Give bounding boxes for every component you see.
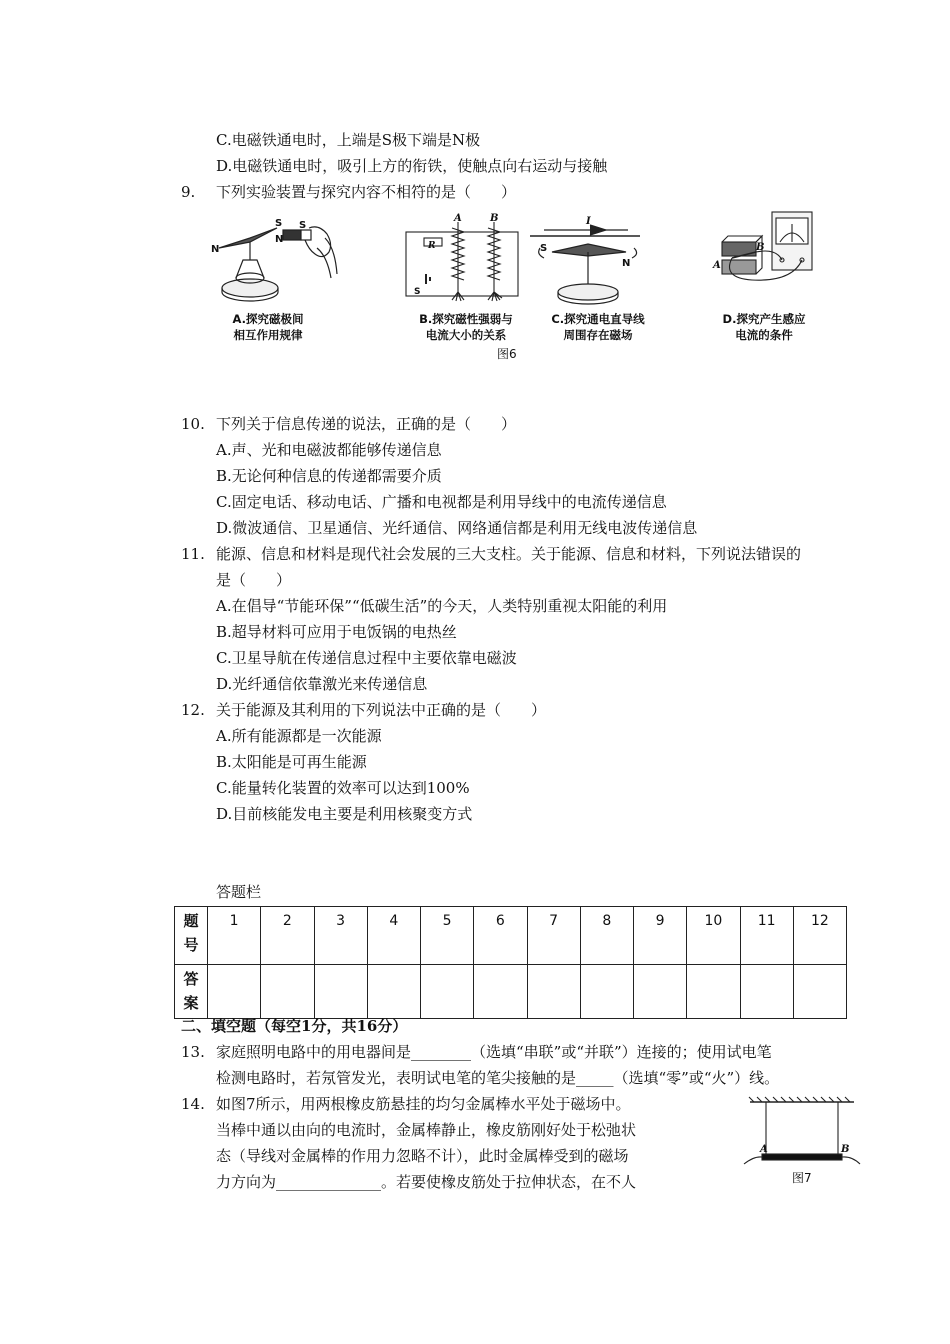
number-cell: 9 xyxy=(634,907,687,965)
panel-d-caption-line1: D.探究产生感应 xyxy=(722,312,806,326)
header-cell-number xyxy=(175,907,208,965)
figure-7-caption: 图7 xyxy=(792,1171,812,1185)
panel-d-caption xyxy=(684,311,844,343)
label-n-c: N xyxy=(622,258,631,269)
q11-stem-line2: 是（ ） xyxy=(216,571,292,589)
number-cell: 11 xyxy=(740,907,793,965)
number-cell: 1 xyxy=(208,907,261,965)
number-cell: 7 xyxy=(527,907,580,965)
q8-option-c: C.电磁铁通电时，上端是S极下端是N极 xyxy=(216,131,481,149)
answer-cell[interactable] xyxy=(580,965,633,1019)
q12-stem: 关于能源及其利用的下列说法中正确的是（ ） xyxy=(216,701,547,719)
answer-sheet-title: 答题栏 xyxy=(216,883,262,901)
figure-panel-d-induction xyxy=(710,206,820,306)
header-cell-answer xyxy=(175,965,208,1019)
panel-a-caption-line2: 相互作用规律 xyxy=(233,328,303,342)
q11-stem-line1: 能源、信息和材料是现代社会发展的三大支柱。关于能源、信息和材料，下列说法错误的 xyxy=(216,545,802,563)
q13-line2: 检测电路时，若氖管发光，表明试电笔的笔尖接触的是_____（选填“零”或“火”）线。 xyxy=(216,1069,780,1087)
label-b-b: B xyxy=(490,213,499,224)
number-cell: 5 xyxy=(421,907,474,965)
q14-line4: 力方向为______________。若要使橡皮筋处于拉伸状态，在不人 xyxy=(216,1173,637,1191)
answer-cell[interactable] xyxy=(421,965,474,1019)
label-s-c: S xyxy=(540,243,548,254)
header-char: 答 xyxy=(183,970,199,988)
q12-option-b: B.太阳能是可再生能源 xyxy=(216,753,367,771)
q9-stem: 下列实验装置与探究内容不相符的是（ ） xyxy=(216,183,517,201)
label-n-a2: N xyxy=(275,234,284,245)
label-s-b: S xyxy=(414,287,421,297)
number-cell: 10 xyxy=(687,907,740,965)
q14-line2: 当棒中通以由向的电流时，金属棒静止，橡皮筋刚好处于松弛状 xyxy=(216,1121,637,1139)
q13-number: 13. xyxy=(181,1043,205,1061)
number-cell: 2 xyxy=(261,907,314,965)
label-s-a2: S xyxy=(299,220,307,231)
answer-row-answers xyxy=(175,965,847,1019)
panel-a-caption-line1: A.探究磁极间 xyxy=(232,312,304,326)
q11-option-a: A.在倡导“节能环保”“低碳生活”的今天，人类特别重视太阳能的利用 xyxy=(216,597,668,615)
label-a-b: A xyxy=(454,213,462,224)
q14-number: 14. xyxy=(181,1095,205,1113)
number-cell: 6 xyxy=(474,907,527,965)
number-cell: 12 xyxy=(793,907,846,965)
answer-cell[interactable] xyxy=(687,965,740,1019)
answer-cell[interactable] xyxy=(261,965,314,1019)
label-r-b: R xyxy=(428,241,436,251)
panel-a-caption xyxy=(188,311,348,343)
q11-option-b: B.超导材料可应用于电饭锅的电热丝 xyxy=(216,623,457,641)
q12-option-a: A.所有能源都是一次能源 xyxy=(216,727,382,745)
answer-cell[interactable] xyxy=(527,965,580,1019)
q10-option-b: B.无论何种信息的传递都需要介质 xyxy=(216,467,442,485)
answer-cell[interactable] xyxy=(314,965,367,1019)
header-char: 题 xyxy=(183,912,199,930)
q10-option-c: C.固定电话、移动电话、广播和电视都是利用导线中的电流传递信息 xyxy=(216,493,667,511)
q8-option-d: D.电磁铁通电时，吸引上方的衔铁，使触点向右运动与接触 xyxy=(216,157,608,175)
header-char: 案 xyxy=(183,994,199,1012)
panel-c-caption xyxy=(518,311,678,343)
panel-c-caption-line2: 周围存在磁场 xyxy=(563,328,633,342)
figure-6-caption: 图6 xyxy=(497,347,517,361)
q10-option-a: A.声、光和电磁波都能够传递信息 xyxy=(216,441,442,459)
header-char: 号 xyxy=(183,936,199,954)
panel-c-caption-line1: C.探究通电直导线 xyxy=(551,312,645,326)
panel-b-caption-line1: B.探究磁性强弱与 xyxy=(419,312,513,326)
q11-number: 11. xyxy=(181,545,205,563)
figure-panel-c-wire xyxy=(530,208,650,308)
answer-cell[interactable] xyxy=(208,965,261,1019)
answer-cell[interactable] xyxy=(474,965,527,1019)
q12-option-c: C.能量转化装置的效率可以达到100% xyxy=(216,779,470,797)
answer-sheet-table xyxy=(174,906,847,1019)
label-a-d: A xyxy=(713,260,721,271)
label-b-d: B xyxy=(756,242,765,253)
answer-cell[interactable] xyxy=(740,965,793,1019)
answer-cell[interactable] xyxy=(367,965,420,1019)
label-i-c: I xyxy=(586,216,591,227)
label-a-fig7: A xyxy=(760,1144,768,1155)
q13-line1: 家庭照明电路中的用电器间是________（选填“串联”或“并联”）连接的；使用试电笔 xyxy=(216,1043,772,1061)
q10-option-d: D.微波通信、卫星通信、光纤通信、网络通信都是利用无线电波传递信息 xyxy=(216,519,698,537)
panel-d-caption-line2: 电流的条件 xyxy=(735,328,793,342)
figure-panel-a-magnets xyxy=(205,208,355,308)
q12-number: 12. xyxy=(181,701,205,719)
q10-number: 10. xyxy=(181,415,205,433)
q10-stem: 下列关于信息传递的说法，正确的是（ ） xyxy=(216,415,517,433)
number-cell: 3 xyxy=(314,907,367,965)
q9-number: 9. xyxy=(181,183,196,201)
q11-option-d: D.光纤通信依靠激光来传递信息 xyxy=(216,675,428,693)
answer-cell[interactable] xyxy=(793,965,846,1019)
q14-line1: 如图7所示，用两根橡皮筋悬挂的均匀金属棒水平处于磁场中。 xyxy=(216,1095,631,1113)
figure-panel-b-electromagnets xyxy=(400,212,525,307)
answer-cell[interactable] xyxy=(634,965,687,1019)
number-cell: 8 xyxy=(580,907,633,965)
label-b-fig7: B xyxy=(841,1144,850,1155)
panel-b-caption-line2: 电流大小的关系 xyxy=(425,328,507,342)
number-cell: 4 xyxy=(367,907,420,965)
label-s-a1: S xyxy=(275,218,283,229)
q11-option-c: C.卫星导航在传递信息过程中主要依靠电磁波 xyxy=(216,649,517,667)
q14-line3: 态（导线对金属棒的作用力忽略不计），此时金属棒受到的磁场 xyxy=(216,1147,629,1165)
section-2-heading: 二、填空题（每空1分，共16分） xyxy=(181,1017,408,1035)
answer-row-numbers xyxy=(175,907,847,965)
label-n-a1: N xyxy=(211,244,220,255)
q12-option-d: D.目前核能发电主要是利用核聚变方式 xyxy=(216,805,473,823)
